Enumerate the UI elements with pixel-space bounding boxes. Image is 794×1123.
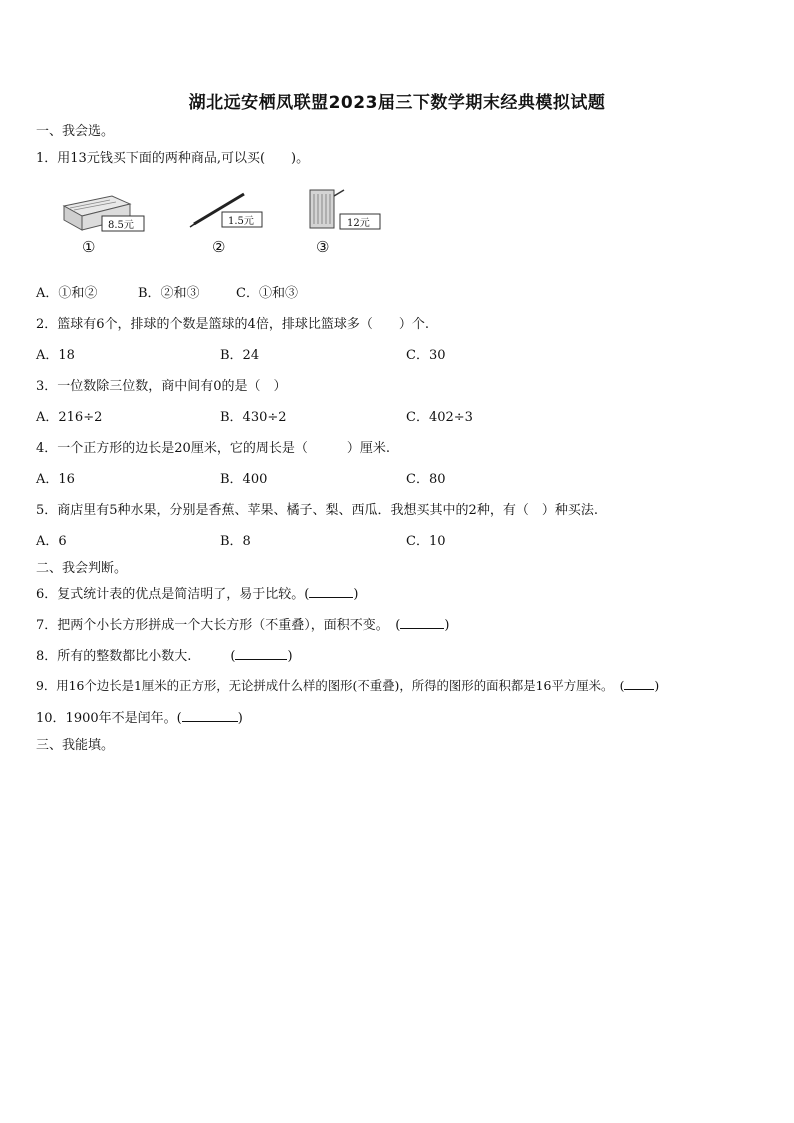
- price-tag-3: 12元: [347, 218, 370, 229]
- q3-option-a: A．216÷2: [36, 410, 103, 425]
- answer-blank-6[interactable]: [309, 585, 353, 598]
- question-9: [36, 676, 659, 694]
- question-8-end: ): [287, 649, 293, 664]
- q1-option-a: A．①和②: [36, 286, 98, 301]
- question-1: 1．用13元钱买下面的两种商品,可以买( )。: [36, 151, 310, 166]
- q4-option-b: B．400: [220, 472, 268, 487]
- q4-option-a: A．16: [36, 472, 75, 487]
- q4-option-c: C．80: [406, 472, 446, 487]
- q1-option-c: C．①和③: [236, 286, 298, 301]
- item-label-1: ①: [82, 238, 96, 256]
- section-heading-2: 二、我会判断。: [36, 561, 128, 576]
- pen-image: [188, 186, 268, 256]
- q3-option-c: C．402÷3: [406, 410, 473, 425]
- item-label-3: ③: [316, 238, 330, 256]
- section-heading-1: 一、我会选。: [36, 124, 115, 139]
- price-tag-1: 8.5元: [108, 220, 134, 231]
- question-7: [36, 614, 449, 633]
- question-6: [36, 583, 358, 602]
- q2-option-b: B．24: [220, 348, 260, 363]
- q2-option-c: C．30: [406, 348, 446, 363]
- answer-blank-9[interactable]: [624, 677, 654, 690]
- question-7-text: 7．把两个小长方形拼成一个大长方形（不重叠），面积不变。 (: [36, 618, 401, 633]
- question-8-text: 8．所有的整数都比小数大. (: [36, 649, 236, 664]
- question-10-text: 10．1900年不是闰年。(: [36, 711, 182, 726]
- question-9-end: ): [654, 678, 660, 693]
- product-images: [60, 186, 400, 262]
- q1-option-b: B．②和③: [138, 286, 200, 301]
- q3-option-b: B．430÷2: [220, 410, 287, 425]
- pencil-box-image: [60, 186, 150, 256]
- question-2: 2．篮球有6个，排球的个数是篮球的4倍，排球比篮球多（ ）个.: [36, 317, 429, 332]
- answer-blank-8[interactable]: [235, 647, 287, 660]
- question-3: 3．一位数除三位数，商中间有0的是（ ）: [36, 379, 287, 394]
- question-5: 5．商店里有5种水果，分别是香蕉、苹果、橘子、梨、西瓜．我想买其中的2种，有（ ）种买法.: [36, 503, 598, 518]
- question-10-end: ): [237, 711, 243, 726]
- q5-option-c: C．10: [406, 534, 446, 549]
- page-title: 湖北远安栖凤联盟2023届三下数学期末经典模拟试题: [188, 93, 606, 113]
- book-image: [306, 186, 396, 256]
- question-8: [36, 645, 293, 664]
- question-6-end: ): [353, 587, 359, 602]
- q2-option-a: A．18: [36, 348, 75, 363]
- price-tag-2: 1.5元: [228, 216, 254, 227]
- section-heading-3: 三、我能填。: [36, 738, 115, 753]
- question-4: 4．一个正方形的边长是20厘米，它的周长是（ ）厘米.: [36, 441, 390, 456]
- answer-blank-7[interactable]: [400, 616, 444, 629]
- q5-option-a: A．6: [36, 534, 67, 549]
- question-6-text: 6．复式统计表的优点是简洁明了，易于比较。(: [36, 587, 310, 602]
- question-10: [36, 707, 243, 726]
- q5-option-b: B．8: [220, 534, 251, 549]
- answer-blank-10[interactable]: [182, 709, 238, 722]
- question-9-text: 9．用16个边长是1厘米的正方形，无论拼成什么样的图形(不重叠)，所得的图形的面积都是16平方厘米。 (: [36, 678, 625, 693]
- item-label-2: ②: [212, 238, 226, 256]
- question-7-end: ): [444, 618, 450, 633]
